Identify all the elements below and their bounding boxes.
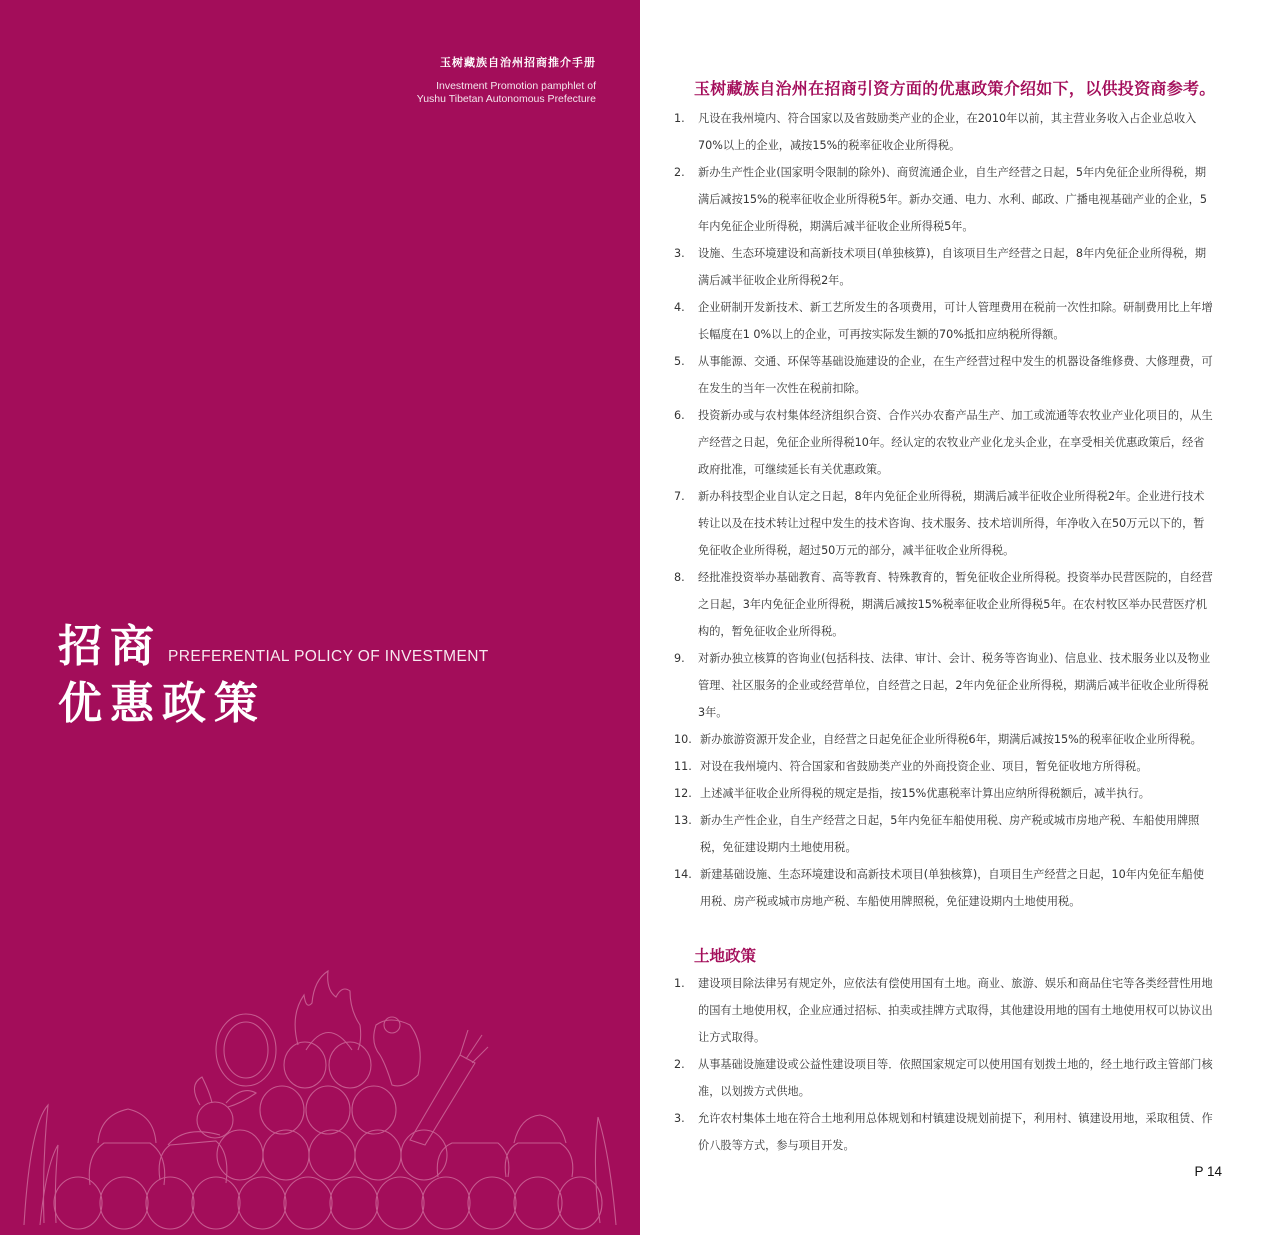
list-item: 8. 经批准投资举办基础教育、高等教育、特殊教育的，暂免征收企业所得税。投资举办民营医院的，自经营之日起，3年内免征企业所得税，期满后减按15%税率征收企业所得税5年。在农村牧区举办民营医疗机构的，暂免征收企业所得税。 — [674, 571, 1213, 638]
list-item: 3. 设施、生态环境建设和高新技术项目(单独核算)，自该项目生产经营之日起，8年内免征企业所得税，期满后减半征收企业所得税2年。 — [674, 247, 1207, 287]
page-number: P 14 — [1194, 1164, 1222, 1179]
land-policy-list — [674, 970, 1214, 1159]
pamphlet-title-en-line1: Investment Promotion pamphlet of — [436, 80, 596, 92]
pamphlet-header — [417, 56, 596, 105]
list-item: 12. 上述减半征收企业所得税的规定是指，按15%优惠税率计算出应纳所得税额后，减半执行。 — [674, 787, 1150, 800]
pamphlet-title-en-line2: Yushu Tibetan Autonomous Prefecture — [416, 92, 596, 105]
list-item: 5. 从事能源、交通、环保等基础设施建设的企业，在生产经营过程中发生的机器设备维修费、大修理费，可在发生的当年一次性在税前扣除。 — [674, 355, 1213, 395]
pamphlet-title-cn: 玉树藏族自治州招商推介手册 — [440, 56, 596, 69]
list-item: 4. 企业研制开发新技术、新工艺所发生的各项费用，可计人管理费用在税前一次性扣除。研制费用比上年增长幅度在1 0%以上的企业，可再按实际发生额的70%抵扣应纳税所得额。 — [674, 301, 1213, 341]
list-item: 14. 新建基础设施、生态环境建设和高新技术项目(单独核算)，自项目生产经营之日起，10年内免征车船使用税、房产税或城市房地产税、车船使用牌照税，免征建设期内土地使用税。 — [674, 868, 1205, 908]
section-heading — [58, 622, 489, 732]
list-item: 9. 对新办独立核算的咨询业(包括科技、法律、审计、会计、税务等咨询业)、信息业、技术服务业以及物业管理、社区服务的企业或经营单位，自经营之日起，2年内免征企业所得税，期满后减半征收企业所得税3年。 — [674, 652, 1211, 719]
list-item: 6. 投资新办或与农村集体经济组织合资、合作兴办农畜产品生产、加工或流通等农牧业产业化项目的，从生产经营之日起，免征企业所得税10年。经认定的农牧业产业化龙头企业，在享受相关优惠政策后，经省政府批准，可继续延长有关优惠政策。 — [674, 409, 1213, 476]
heading-en: PREFERENTIAL POLICY OF INVESTMENT — [168, 648, 489, 665]
policy-section-title: 玉树藏族自治州在招商引资方面的优惠政策介绍如下，以供投资商参考。 — [694, 79, 1216, 98]
list-item: 10. 新办旅游资源开发企业，自经营之日起免征企业所得税6年，期满后减按15%的税率征收企业所得税。 — [674, 733, 1202, 746]
heading-cn-line1: 招商 — [58, 621, 162, 672]
content-panel — [640, 0, 1280, 1235]
tax-policy-list — [674, 105, 1214, 915]
list-item: 11. 对设在我州境内、符合国家和省鼓励类产业的外商投资企业、项目，暂免征收地方所得税。 — [674, 760, 1148, 773]
pamphlet-title-en — [417, 80, 596, 105]
heading-cn-line2: 优惠政策 — [58, 678, 266, 729]
tibetan-offerings-ornament-icon — [20, 955, 620, 1235]
list-item: 2. 从事基础设施建设或公益性建设项目等．依照国家规定可以使用国有划拨土地的，经土地行政主管部门核准，以划拨方式供地。 — [674, 1058, 1213, 1098]
list-item: 1. 建设项目除法律另有规定外，应依法有偿使用国有土地。商业、旅游、娱乐和商品住宅等各类经营性用地的国有土地使用权，企业应通过招标、拍卖或挂牌方式取得，其他建设用地的国有土地使用权可以协议出让方式取得。 — [674, 977, 1213, 1044]
list-item: 7. 新办科技型企业自认定之日起，8年内免征企业所得税，期满后减半征收企业所得税2年。企业进行技术转让以及在技术转让过程中发生的技术咨询、技术服务、技术培训所得，年净收入在50万元以下的，暂免征收企业所得税，超过50万元的部分，减半征收企业所得税。 — [674, 490, 1205, 557]
list-item: 2. 新办生产性企业(国家明令限制的除外)、商贸流通企业，自生产经营之日起，5年内免征企业所得税，期满后减按15%的税率征收企业所得税5年。新办交通、电力、水利、邮政、广播电视基础产业的企业，5年内免征企业所得税，期满后减半征收企业所得税5年。 — [674, 166, 1207, 233]
list-item: 1. 凡设在我州境内、符合国家以及省鼓励类产业的企业，在2010年以前，其主营业务收入占企业总收入70%以上的企业，减按15%的税率征收企业所得税。 — [674, 112, 1197, 152]
list-item: 3. 允许农村集体土地在符合土地利用总体规划和村镇建设规划前提下，利用村、镇建设用地，采取租赁、作价八股等方式，参与项目开发。 — [674, 1112, 1213, 1152]
land-policy-title: 土地政策 — [694, 947, 757, 965]
list-item: 13. 新办生产性企业，自生产经营之日起，5年内免征车船使用税、房产税或城市房地产税、车船使用牌照税，免征建设期内土地使用税。 — [674, 814, 1200, 854]
